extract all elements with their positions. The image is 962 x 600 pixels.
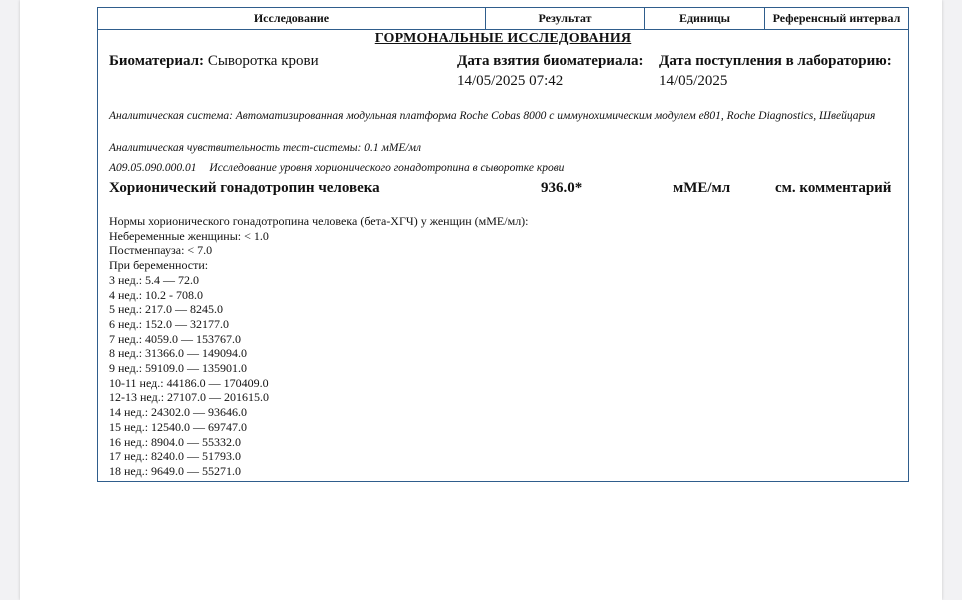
result-units: мМЕ/мл — [673, 180, 731, 196]
report-table — [97, 7, 909, 482]
norm-line: При беременности: — [109, 258, 209, 273]
norm-line: 14 нед.: 24302.0 — 93646.0 — [109, 405, 248, 420]
study-code-number: A09.05.090.000.01 — [109, 162, 197, 174]
sensitivity: Аналитическая чувствительность тест-системы: 0.1 мМЕ/мл — [109, 142, 421, 154]
lab-date-value: 14/05/2025 — [659, 73, 728, 89]
norm-line: 5 нед.: 217.0 — 8245.0 — [109, 302, 224, 317]
header-units: Единицы — [678, 11, 731, 25]
lab-date — [659, 53, 892, 90]
result-name: Хорионический гонадотропин человека — [109, 180, 380, 196]
norm-line: Нормы хорионического гонадотропина человека (бета-ХГЧ) у женщин (мМЕ/мл): — [109, 214, 529, 228]
section-title: ГОРМОНАЛЬНЫЕ ИССЛЕДОВАНИЯ — [374, 31, 632, 46]
biomaterial-value: Сыворотка крови — [207, 53, 319, 69]
result-reference: см. комментарий — [775, 180, 892, 196]
document-page — [20, 0, 942, 600]
biomaterial — [109, 53, 319, 70]
header-study: Исследование — [253, 11, 330, 25]
collection-date-label: Дата взятия биоматериала: — [457, 53, 644, 69]
norm-line: 15 нед.: 12540.0 — 69747.0 — [109, 419, 248, 434]
norm-line: 9 нед.: 59109.0 — 135901.0 — [109, 361, 248, 376]
table-header — [98, 8, 908, 30]
study-code — [109, 162, 564, 174]
result-value: 936.0* — [541, 180, 583, 196]
norm-line: 17 нед.: 8240.0 — 51793.0 — [109, 449, 242, 464]
norm-line: 4 нед.: 10.2 - 708.0 — [109, 287, 204, 302]
norm-line: 16 нед.: 8904.0 — 55332.0 — [109, 434, 242, 449]
norm-line: 8 нед.: 31366.0 — 149094.0 — [109, 346, 248, 361]
collection-date — [457, 53, 644, 90]
norm-line: 10-11 нед.: 44186.0 — 170409.0 — [109, 375, 269, 390]
norms-comment — [109, 214, 529, 479]
norm-line: 18 нед.: 9649.0 — 55271.0 — [109, 463, 242, 478]
analytical-system: Аналитическая система: Автоматизированная модульная платформа Roche Cobas 8000 с иммунохимическим модулем e801, Roche Diagnostics, Швейцария — [109, 110, 876, 122]
norm-line: 3 нед.: 5.4 — 72.0 — [109, 272, 200, 287]
study-code-name: Исследование уровня хорионического гонадотропина в сыворотке крови — [209, 162, 565, 174]
norm-line: 12-13 нед.: 27107.0 — 201615.0 — [109, 390, 270, 405]
lab-date-label: Дата поступления в лабораторию: — [659, 53, 892, 69]
norm-line: 7 нед.: 4059.0 — 153767.0 — [109, 331, 242, 346]
norm-line: 6 нед.: 152.0 — 32177.0 — [109, 316, 230, 331]
header-result: Результат — [538, 11, 592, 25]
header-reference: Референсный интервал — [772, 11, 901, 25]
biomaterial-label: Биоматериал: — [109, 53, 205, 69]
norm-line: Постменпауза: < 7.0 — [109, 243, 213, 258]
collection-date-value: 14/05/2025 07:42 — [457, 73, 564, 89]
norm-line: Небеременные женщины: < 1.0 — [109, 228, 269, 243]
